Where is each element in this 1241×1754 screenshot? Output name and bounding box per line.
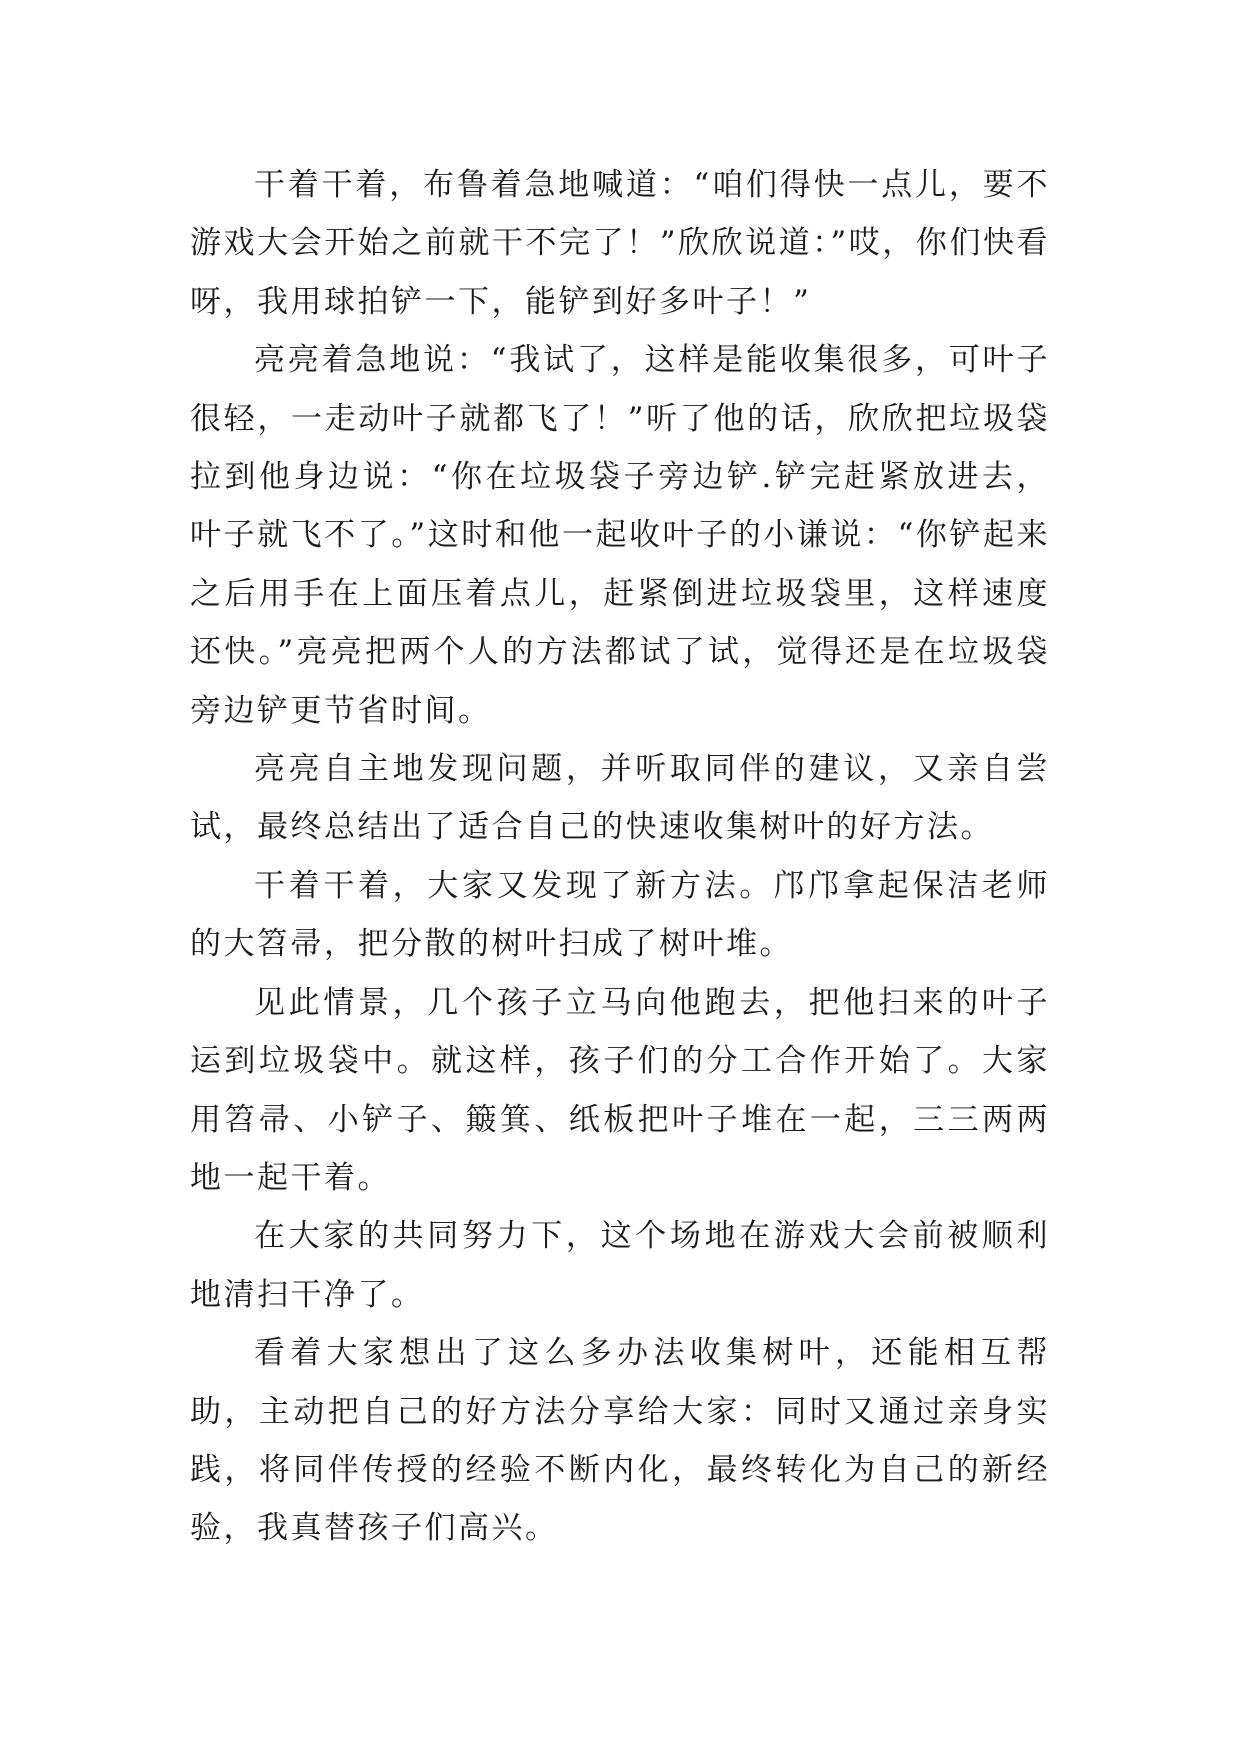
paragraph-2: 亮亮着急地说：“我试了，这样是能收集很多，可叶子很轻，一走动叶子就都飞了！”听了他的话，欣欣把垃圾袋拉到他身边说：“你在垃圾袋子旁边铲.铲完赶紧放进去，叶子就飞不了。”这时和他一起收叶子的小谦说：“你铲起来之后用手在上面压着点儿，赶紧倒进垃圾袋里，这样速度还快。”亮亮把两个人的方法都试了试，觉得还是在垃圾袋旁边铲更节省时间。 [190, 342, 1050, 729]
paragraph-6: 在大家的共同努力下，这个场地在游戏大会前被顺利地清扫干净了。 [190, 1218, 1050, 1313]
paragraph-1: 干着干着，布鲁着急地喊道：“咱们得快一点儿，要不游戏大会开始之前就干不完了！”欣欣说道：”哎，你们快看呀，我用球拍铲一下，能铲到好多叶子！” [190, 167, 1050, 320]
paragraph-7: 看着大家想出了这么多办法收集树叶，还能相互帮助，主动把自己的好方法分享给大家：同时又通过亲身实践，将同伴传授的经验不断内化，最终转化为自己的新经验，我真替孩子们高兴。 [190, 1335, 1050, 1547]
paragraph-4: 干着干着，大家又发现了新方法。邝邝拿起保洁老师的大笤帚，把分散的树叶扫成了树叶堆。 [190, 867, 1050, 963]
document-body [190, 156, 1050, 1558]
paragraph-3: 亮亮自主地发现问题，并听取同伴的建议，又亲自尝试，最终总结出了适合自己的快速收集树叶的好方法。 [190, 751, 1050, 846]
paragraph-5: 见此情景，几个孩子立马向他跑去，把他扫来的叶子运到垃圾袋中。就这样，孩子们的分工合作开始了。大家用笤帚、小铲子、簸箕、纸板把叶子堆在一起，三三两两地一起干着。 [190, 984, 1050, 1196]
